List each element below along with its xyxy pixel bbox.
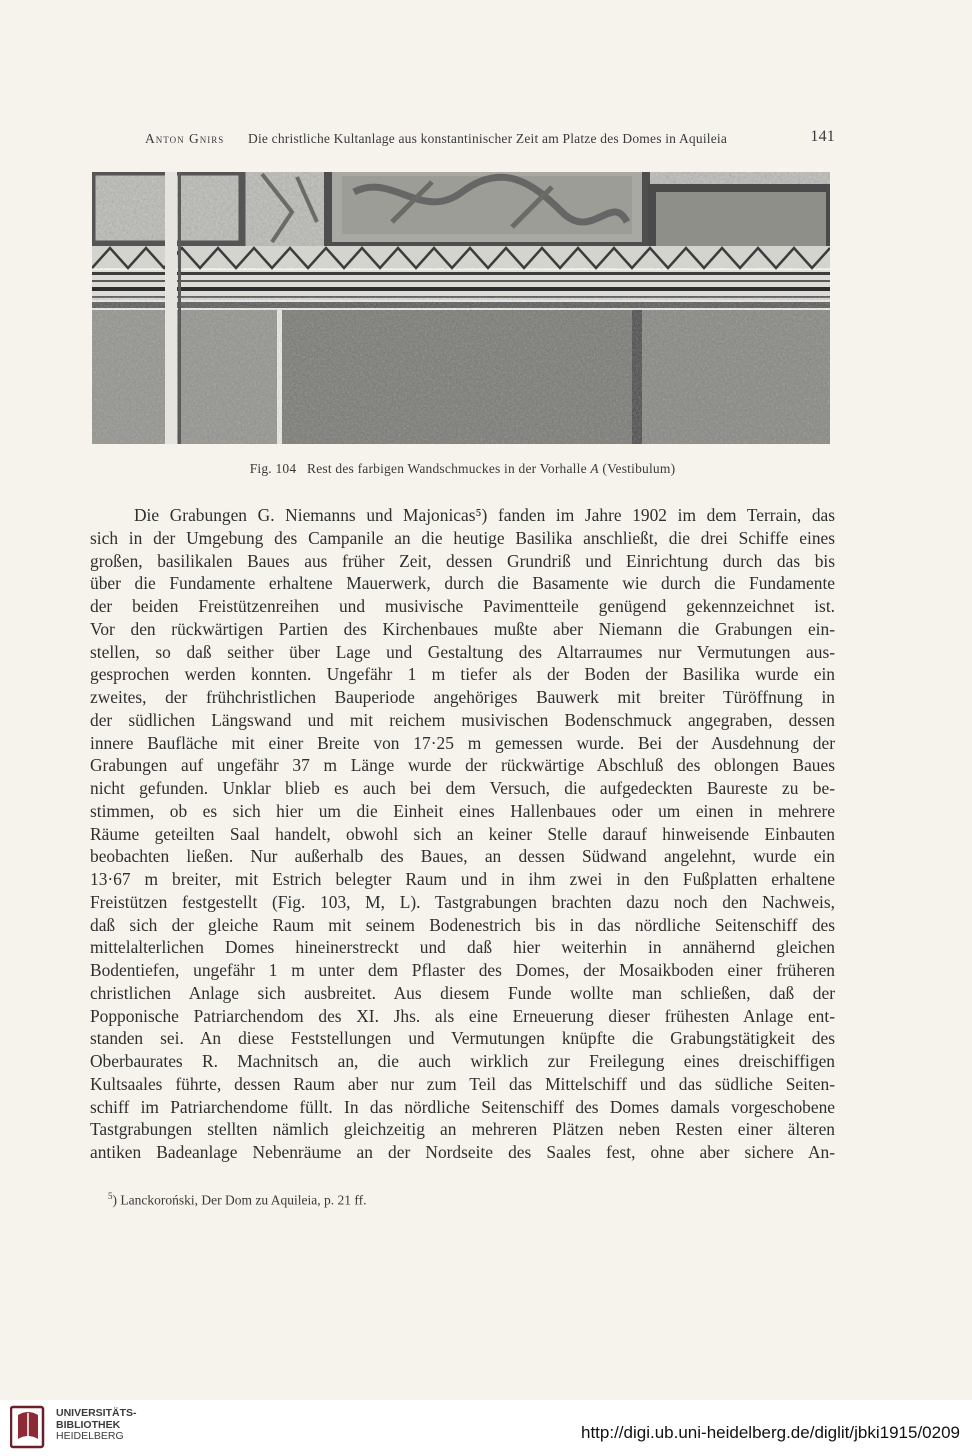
text-line: Kultsaales führte, dessen Raum aber nur zum Teil das Mittelschiff und das südliche Seiten- [90,1073,835,1094]
text-line: großen, basilikalen Baues aus früher Zeit, dessen Grundriß und Einrichtung durch das bis [90,550,835,571]
text-line: sich in der Umgebung des Campanile an die heutige Basilika anschließt, die drei Schiffe eines [90,527,835,548]
text-line: stimmen, ob es sich hier um die Einheit eines Hallenbaues oder um einen in mehrere [90,800,835,821]
figure-caption-letter: A [590,461,599,476]
text-line: Die Grabungen G. Niemanns und Majonicas⁵) fanden im Jahre 1902 im dem Terrain, das [134,505,835,525]
body-text [90,504,835,1164]
text-line: christlichen Anlage sich ausbreitet. Aus diesem Funde wollte man schließen, daß der [90,982,835,1003]
text-line: beobachten ließen. Nur außerhalb des Baues, an dessen Südwand angelehnt, wurde ein [90,846,835,867]
source-url-link[interactable]: http://digi.ub.uni-heidelberg.de/diglit/jbki1915/0209 [581,1423,960,1442]
text-line: antiken Badeanlage Nebenräume an der Nordseite des Saales fest, ohne aber sichere An- [90,1142,835,1162]
library-name-line3: HEIDELBERG [56,1430,124,1442]
text-line: daß sich der gleiche Raum mit seinem Bodenestrich bis in das nördliche Seitenschiff des [90,914,835,935]
figure-caption-paren: (Vestibulum) [602,461,676,476]
library-name [56,1408,137,1443]
text-line: Bodentiefen, ungefähr 1 m unter dem Pflaster des Domes, der Mosaikboden einer früheren [90,960,835,980]
pilaster [165,172,177,444]
text-line: stellen, so daß seither über Lage und Gestaltung des Altarraumes nur Vermutungen aus- [90,641,835,662]
text-line: innere Baufläche mit einer Breite von 17·25 m gemessen wurde. Bei der Ausdehnung der [90,732,835,753]
library-logo-icon [10,1403,48,1451]
text-line: mittelalterlichen Domes hineinerstreckt und daß hier weiterhin in annähernd gleichen [90,937,835,958]
page-number: 141 [810,128,835,145]
footnote-text: ) Lanckoroński, Der Dom zu Aquileia, p. 21 ff. [112,1192,367,1208]
figure-label: Fig. 104 [249,461,297,476]
text-line: der südlichen Längswand und mit reichem musivischen Bodenschmuck angegraben, dessen [90,709,835,730]
figure-caption [90,461,835,477]
running-head [90,128,835,150]
text-line: Grabungen auf ungefähr 37 m Länge wurde der rückwärtige Abschluß des oblongen Baues [90,755,835,776]
panel-right-frame [652,188,830,250]
text-line: Popponische Patriarchendom des XI. Jhs. als eine Erneuerung dieser frühesten Anlage ent- [90,1005,835,1026]
text-line: Räume geteilten Saal handelt, obwohl sich an keiner Stelle darauf hinweisende Einbauten [90,823,835,844]
text-line: 13·67 m breiter, mit Estrich belegter Raum und in ihm zwei in den Fußplatten erhaltene [90,869,835,889]
text-line: nicht gefunden. Unklar blieb es auch bei dem Versuch, die aufgedeckten Baureste zu be- [90,778,835,798]
text-line: schiff im Patriarchendome füllt. In das nördliche Seitenschiff des Domes damals vorgeschobene [90,1096,835,1117]
text-line: Tastgrabungen stellten nämlich gleichzeitig an mehreren Plätzen neben Resten einer älteren [90,1119,835,1140]
text-line: zweites, der frühchristlichen Bauperiode angehöriges Bauwerk mit breiter Türöffnung in [90,687,835,707]
text-line: gesprochen werden konnten. Ungefähr 1 m tiefer als der Boden der Basilika wurde ein [90,664,835,685]
footnote [108,1191,366,1209]
text-line: Vor den rückwärtigen Partien des Kirchenbaues mußte aber Niemann die Grabungen ein- [90,618,835,639]
text-line: der beiden Freistützenreihen und musivische Pavimentteile genügend gekennzeichnet ist. [90,596,835,616]
text-line: Oberbaurates R. Machnitsch an, die auch wirklich zur Freilegung eines dreischiffigen [90,1051,835,1071]
footnote-marker: 5 [108,1191,113,1201]
text-line: über die Fundamente erhaltene Mauerwerk, durch die Basamente wie durch die Fundamente [90,573,835,594]
running-head-author: Anton Gnirs [145,131,225,146]
library-name-line2: BIBLIOTHEK [56,1418,121,1431]
text-line: standen sei. An diese Feststellungen und Vermutungen knüpfte die Grabungstätigkeit des [90,1028,835,1049]
figure-wall-decoration [92,172,830,444]
figure-caption-text: Rest des farbigen Wandschmuckes in der Vorhalle [307,461,587,476]
library-name-line1: UNIVERSITÄTS- [56,1407,137,1419]
text-line: Freistützen festgestellt (Fig. 103, M, L). Tastgrabungen brachten dazu noch den Nachweis, [90,891,835,912]
running-head-title: Die christliche Kultanlage aus konstantinischer Zeit am Platze des Domes in Aquileia [248,131,728,146]
